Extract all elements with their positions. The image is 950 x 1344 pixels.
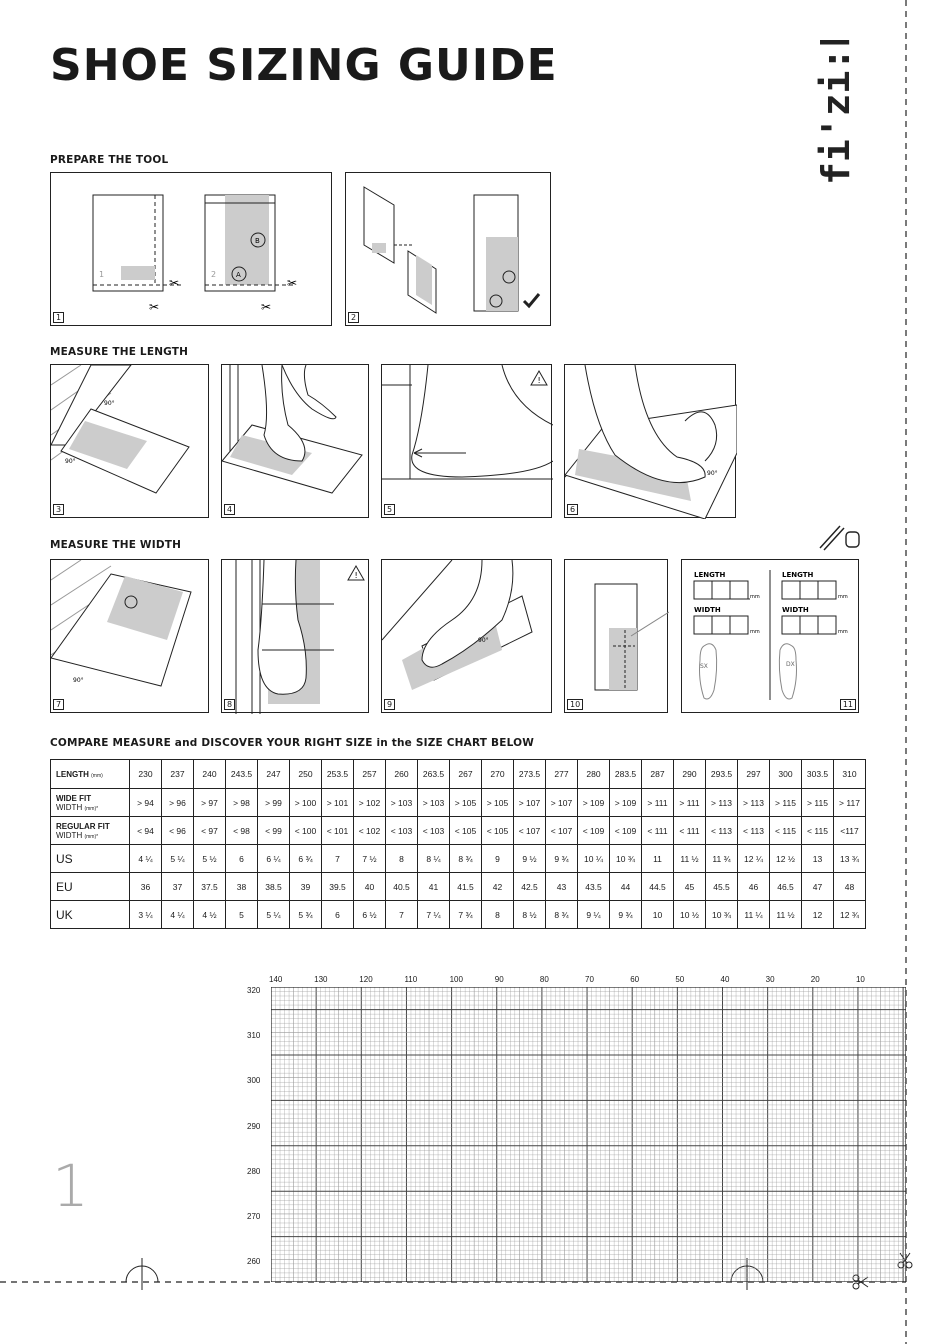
x-tick-label: 100 — [449, 975, 463, 984]
size-cell: 9 ¼ — [578, 901, 610, 929]
panel-step-5 — [381, 364, 552, 518]
size-cell: 46.5 — [770, 873, 802, 901]
size-cell: 5 ½ — [194, 845, 226, 873]
size-cell: < 115 — [770, 817, 802, 845]
size-cell: < 111 — [642, 817, 674, 845]
size-cell: 36 — [130, 873, 162, 901]
step-number: 3 — [53, 504, 64, 515]
size-cell: > 107 — [514, 789, 546, 817]
size-cell: < 103 — [418, 817, 450, 845]
row-label: REGULAR FIT WIDTH (mm)* — [51, 817, 130, 845]
form-width-label-left: WIDTH — [694, 606, 721, 614]
mm-graph-paper — [271, 987, 906, 1282]
size-cell: 8 ¾ — [546, 901, 578, 929]
size-cell: 11 — [642, 845, 674, 873]
size-cell: > 107 — [546, 789, 578, 817]
size-cell: 12 — [802, 901, 834, 929]
size-cell: 12 ¼ — [738, 845, 770, 873]
step-number: 5 — [384, 504, 395, 515]
svg-text:✂: ✂ — [169, 276, 180, 290]
y-tick-label: 320 — [247, 986, 261, 995]
size-cell: > 94 — [130, 789, 162, 817]
warning-icon — [531, 371, 547, 385]
size-cell: < 113 — [738, 817, 770, 845]
size-cell: > 102 — [354, 789, 386, 817]
size-cell: 9 ½ — [514, 845, 546, 873]
logo-text: fi'zi:k — [814, 40, 858, 185]
size-cell: 39 — [290, 873, 322, 901]
size-cell: 45.5 — [706, 873, 738, 901]
section-compare: COMPARE MEASURE and DISCOVER YOUR RIGHT SIZE in the SIZE CHART BELOW — [50, 737, 535, 749]
size-cell: > 113 — [738, 789, 770, 817]
page-number: 1 — [52, 1152, 89, 1220]
size-cell: 300 — [770, 760, 802, 789]
size-cell: 10 ¼ — [578, 845, 610, 873]
panel-step-8 — [221, 559, 369, 713]
size-cell: 46 — [738, 873, 770, 901]
label-angle: 90° — [65, 458, 76, 465]
size-cell: 4 ¼ — [162, 901, 194, 929]
size-cell: 10 ¾ — [706, 901, 738, 929]
x-tick-label: 70 — [585, 975, 594, 984]
size-cell: 43.5 — [578, 873, 610, 901]
measurement-grid — [247, 972, 915, 1292]
size-cell: < 115 — [802, 817, 834, 845]
length-row — [51, 760, 866, 789]
svg-text:✂: ✂ — [149, 300, 160, 314]
size-cell: < 101 — [322, 817, 354, 845]
size-cell: 8 ¾ — [450, 845, 482, 873]
size-cell: < 113 — [706, 817, 738, 845]
row-label: LENGTH (mm) — [51, 760, 130, 789]
form-unit: mm — [838, 594, 848, 600]
form-unit: mm — [838, 629, 848, 635]
row-label: US — [51, 845, 130, 873]
size-cell: 10 ¾ — [610, 845, 642, 873]
panel-step-9 — [381, 559, 552, 713]
size-cell: 293.5 — [706, 760, 738, 789]
size-cell: 13 — [802, 845, 834, 873]
size-cell: <117 — [834, 817, 866, 845]
warning-icon — [348, 566, 364, 580]
size-cell: 40.5 — [386, 873, 418, 901]
size-cell: > 105 — [450, 789, 482, 817]
label-mark-a: A — [236, 271, 241, 279]
size-cell: 5 ¼ — [162, 845, 194, 873]
size-cell: 6 ½ — [354, 901, 386, 929]
size-cell: 48 — [834, 873, 866, 901]
label-mark-b: B — [255, 237, 260, 245]
size-cell: 9 — [482, 845, 514, 873]
size-cell: 45 — [674, 873, 706, 901]
row-label: UK — [51, 901, 130, 929]
form-unit: mm — [750, 629, 760, 635]
size-cell: 280 — [578, 760, 610, 789]
size-cell: 290 — [674, 760, 706, 789]
form-length-label-left: LENGTH — [694, 571, 726, 579]
step-number: 2 — [348, 312, 359, 323]
wide-fit-row — [51, 789, 866, 817]
section-width: MEASURE THE WIDTH — [50, 539, 182, 551]
size-cell: < 99 — [258, 817, 290, 845]
size-cell: > 101 — [322, 789, 354, 817]
row-label: WIDE FIT WIDTH (mm)* — [51, 789, 130, 817]
size-cell: 38.5 — [258, 873, 290, 901]
svg-text:!: ! — [354, 571, 358, 580]
y-tick-label: 300 — [247, 1076, 261, 1086]
x-tick-label: 40 — [720, 975, 730, 984]
panel-step-11 — [681, 559, 859, 713]
panel-step-6 — [564, 364, 736, 518]
size-cell: 7 ½ — [354, 845, 386, 873]
size-cell: 310 — [834, 760, 866, 789]
x-tick-label: 130 — [314, 975, 328, 984]
size-cell: 7 — [322, 845, 354, 873]
size-cell: 230 — [130, 760, 162, 789]
size-cell: < 96 — [162, 817, 194, 845]
size-cell: 11 ¼ — [738, 901, 770, 929]
row-label: EU — [51, 873, 130, 901]
x-tick-label: 50 — [675, 975, 685, 984]
y-tick-label: 310 — [247, 1031, 261, 1041]
size-cell: > 115 — [770, 789, 802, 817]
label-angle: 90° — [104, 400, 115, 407]
step-number: 11 — [840, 699, 856, 710]
form-length-label-right: LENGTH — [782, 571, 814, 579]
size-cell: 297 — [738, 760, 770, 789]
size-cell: 37.5 — [194, 873, 226, 901]
form-width-label-right: WIDTH — [782, 606, 809, 614]
label-angle: 90° — [73, 677, 84, 684]
x-tick-label: 140 — [269, 975, 283, 984]
size-cell: 8 — [386, 845, 418, 873]
x-tick-label: 30 — [765, 975, 775, 984]
x-tick-label: 60 — [630, 975, 640, 984]
size-cell: 11 ¾ — [706, 845, 738, 873]
size-cell: 11 ½ — [770, 901, 802, 929]
panel-step-3 — [50, 364, 209, 518]
size-cell: 9 ¾ — [546, 845, 578, 873]
size-cell: 12 ¾ — [834, 901, 866, 929]
size-cell: < 107 — [546, 817, 578, 845]
size-cell: 10 — [642, 901, 674, 929]
size-cell: 6 — [322, 901, 354, 929]
size-cell: < 94 — [130, 817, 162, 845]
svg-text:✂: ✂ — [261, 300, 272, 314]
us-row — [51, 845, 866, 873]
size-cell: 277 — [546, 760, 578, 789]
size-cell: 6 ¼ — [258, 845, 290, 873]
eu-row — [51, 873, 866, 901]
size-cell: 7 — [386, 901, 418, 929]
size-cell: < 107 — [514, 817, 546, 845]
size-cell: 253.5 — [322, 760, 354, 789]
step-number: 10 — [567, 699, 583, 710]
size-cell: > 113 — [706, 789, 738, 817]
step-number: 7 — [53, 699, 64, 710]
size-cell: 8 — [482, 901, 514, 929]
size-cell: 37 — [162, 873, 194, 901]
panel-step-2 — [345, 172, 551, 326]
label-angle: 90° — [707, 470, 718, 477]
size-cell: < 111 — [674, 817, 706, 845]
size-cell: 4 ½ — [194, 901, 226, 929]
size-cell: > 96 — [162, 789, 194, 817]
size-cell: > 98 — [226, 789, 258, 817]
size-cell: > 97 — [194, 789, 226, 817]
pencil-icon — [818, 522, 862, 552]
size-cell: > 109 — [610, 789, 642, 817]
panel-step-7 — [50, 559, 209, 713]
size-cell: > 111 — [642, 789, 674, 817]
size-cell: 38 — [226, 873, 258, 901]
size-cell: 5 ¼ — [258, 901, 290, 929]
y-tick-label: 260 — [247, 1257, 261, 1267]
size-cell: < 105 — [482, 817, 514, 845]
size-cell: < 97 — [194, 817, 226, 845]
size-cell: 13 ¾ — [834, 845, 866, 873]
svg-text:!: ! — [537, 376, 541, 385]
size-cell: 273.5 — [514, 760, 546, 789]
size-cell: > 100 — [290, 789, 322, 817]
size-cell: 303.5 — [802, 760, 834, 789]
size-cell: 257 — [354, 760, 386, 789]
step-number: 9 — [384, 699, 395, 710]
label-num-1: 1 — [99, 270, 105, 279]
section-length: MEASURE THE LENGTH — [50, 346, 189, 358]
size-cell: 6 ¾ — [290, 845, 322, 873]
step-number: 8 — [224, 699, 235, 710]
step-number: 4 — [224, 504, 235, 515]
size-cell: 3 ¼ — [130, 901, 162, 929]
size-cell: 5 ¾ — [290, 901, 322, 929]
size-cell: < 105 — [450, 817, 482, 845]
size-cell: 42 — [482, 873, 514, 901]
x-tick-label: 10 — [855, 975, 865, 984]
size-cell: > 115 — [802, 789, 834, 817]
x-tick-label: 120 — [359, 975, 373, 984]
size-cell: < 100 — [290, 817, 322, 845]
size-chart-table — [50, 759, 866, 929]
size-cell: 6 — [226, 845, 258, 873]
regular-fit-row — [51, 817, 866, 845]
size-cell: 7 ¾ — [450, 901, 482, 929]
size-cell: > 105 — [482, 789, 514, 817]
size-cell: 39.5 — [322, 873, 354, 901]
size-cell: < 109 — [610, 817, 642, 845]
size-cell: 7 ¼ — [418, 901, 450, 929]
panel-step-4 — [221, 364, 369, 518]
page-title: SHOE SIZING GUIDE — [50, 40, 558, 91]
panel-step-1 — [50, 172, 332, 326]
foot-right-label: DX — [786, 661, 795, 668]
panel-step-10 — [564, 559, 668, 713]
size-cell: 287 — [642, 760, 674, 789]
size-cell: 263.5 — [418, 760, 450, 789]
foot-left-label: SX — [700, 663, 708, 670]
size-cell: 240 — [194, 760, 226, 789]
size-cell: 5 — [226, 901, 258, 929]
size-cell: 8 ¼ — [418, 845, 450, 873]
size-cell: 237 — [162, 760, 194, 789]
svg-text:✂: ✂ — [287, 276, 298, 290]
size-cell: > 111 — [674, 789, 706, 817]
size-cell: 42.5 — [514, 873, 546, 901]
size-cell: 260 — [386, 760, 418, 789]
label-angle: 90° — [478, 637, 489, 644]
size-cell: > 117 — [834, 789, 866, 817]
size-cell: 270 — [482, 760, 514, 789]
size-cell: < 102 — [354, 817, 386, 845]
size-cell: 10 ½ — [674, 901, 706, 929]
size-cell: 41.5 — [450, 873, 482, 901]
section-prepare: PREPARE THE TOOL — [50, 154, 169, 166]
x-tick-label: 80 — [539, 975, 549, 984]
step-number: 1 — [53, 312, 64, 323]
x-tick-label: 110 — [404, 975, 418, 984]
size-cell: 44 — [610, 873, 642, 901]
size-cell: 267 — [450, 760, 482, 789]
size-cell: > 109 — [578, 789, 610, 817]
step-number: 6 — [567, 504, 578, 515]
size-cell: 41 — [418, 873, 450, 901]
size-cell: 4 ¼ — [130, 845, 162, 873]
size-cell: 47 — [802, 873, 834, 901]
size-cell: 40 — [354, 873, 386, 901]
x-tick-label: 90 — [494, 975, 504, 984]
size-cell: 11 ½ — [674, 845, 706, 873]
size-cell: > 99 — [258, 789, 290, 817]
size-cell: 44.5 — [642, 873, 674, 901]
y-tick-label: 270 — [247, 1212, 261, 1221]
size-cell: 250 — [290, 760, 322, 789]
y-tick-label: 280 — [247, 1166, 261, 1176]
size-cell: 43 — [546, 873, 578, 901]
size-cell: < 109 — [578, 817, 610, 845]
x-tick-label: 20 — [810, 975, 820, 984]
size-cell: 8 ½ — [514, 901, 546, 929]
label-num-2: 2 — [211, 270, 217, 279]
uk-row — [51, 901, 866, 929]
y-tick-label: 290 — [247, 1121, 261, 1131]
size-cell: 12 ½ — [770, 845, 802, 873]
size-cell: < 98 — [226, 817, 258, 845]
size-cell: 283.5 — [610, 760, 642, 789]
size-cell: > 103 — [418, 789, 450, 817]
size-cell: 9 ¾ — [610, 901, 642, 929]
form-unit: mm — [750, 594, 760, 600]
size-cell: > 103 — [386, 789, 418, 817]
size-cell: 243.5 — [226, 760, 258, 789]
size-cell: < 103 — [386, 817, 418, 845]
size-cell: 247 — [258, 760, 290, 789]
